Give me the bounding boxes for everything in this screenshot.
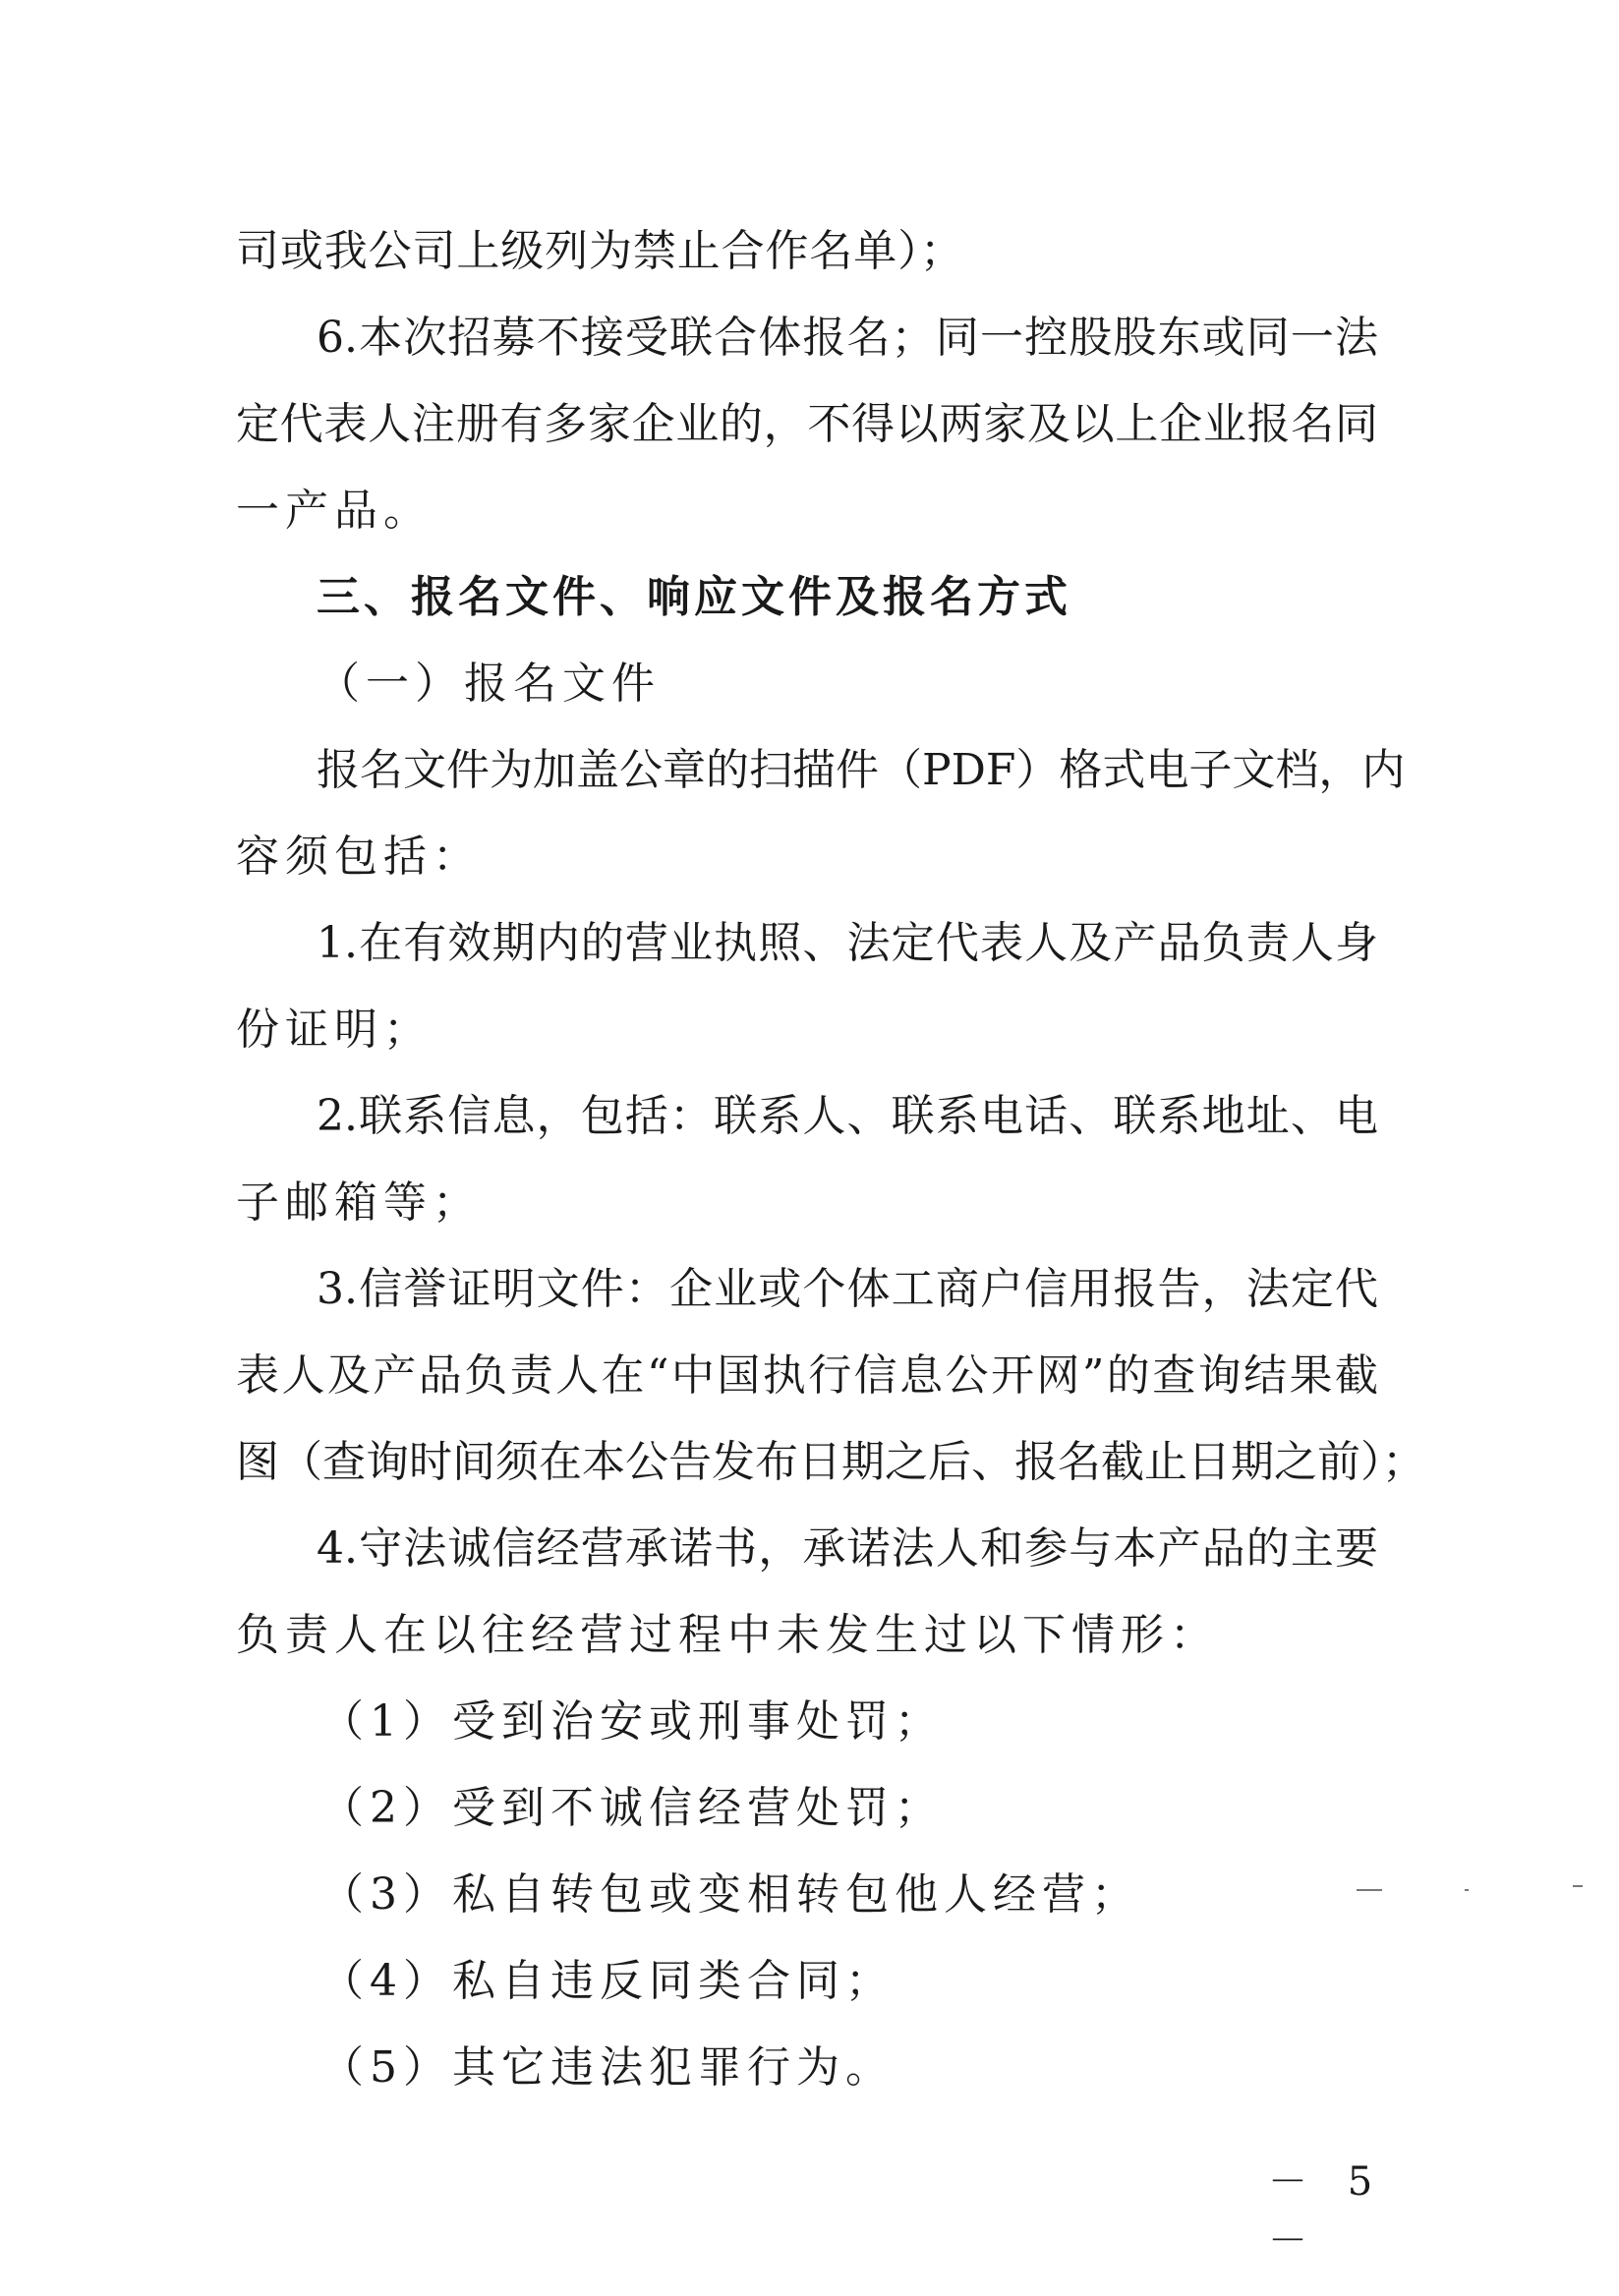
sub-list-item: （1）受到治安或刑事处罚； [320, 1696, 944, 1747]
list-item-continuation: 表人及产品负责人在“中国执行信息公开网”的查询结果截 [236, 1350, 1378, 1401]
paragraph-line: 一产品。 [236, 486, 433, 536]
list-item: 1.在有效期内的营业执照、法定代表人及产品负责人身 [317, 918, 1378, 968]
subsection-heading: （一）报名文件 [317, 659, 661, 709]
scan-artifact [1357, 1889, 1382, 1891]
list-item: 3.信誉证明文件：企业或个体工商户信用报告，法定代 [317, 1264, 1378, 1314]
paragraph-line: 报名文件为加盖公章的扫描件（PDF）格式电子文档，内 [317, 745, 1406, 795]
sub-list-item: （3）私自转包或变相转包他人经营； [320, 1869, 1140, 1920]
page-number: － 5 － [1268, 2159, 1387, 2264]
paragraph-line: 容须包括： [236, 832, 482, 882]
list-item-continuation: 子邮箱等； [236, 1177, 482, 1228]
list-item: 4.守法诚信经营承诺书，承诺法人和参与本产品的主要 [317, 1523, 1378, 1574]
paragraph-line: 定代表人注册有多家企业的，不得以两家及以上企业报名同 [236, 399, 1378, 449]
list-item-continuation: 图（查询时间须在本公告发布日期之后、报名截止日期之前）； [236, 1437, 1425, 1487]
list-item-continuation: 负责人在以往经营过程中未发生过以下情形： [236, 1610, 1219, 1660]
scan-artifact [1465, 1889, 1469, 1891]
list-item: 2.联系信息，包括：联系人、联系电话、联系地址、电 [317, 1091, 1378, 1141]
paragraph-line: 6.本次招募不接受联合体报名；同一控股股东或同一法 [317, 313, 1378, 363]
sub-list-item: （5）其它违法犯罪行为。 [320, 2042, 895, 2093]
sub-list-item: （4）私自违反同类合同； [320, 1956, 895, 2006]
sub-list-item: （2）受到不诚信经营处罚； [320, 1783, 944, 1833]
scan-artifact [1573, 1885, 1583, 1887]
list-item-continuation: 份证明； [236, 1004, 433, 1055]
paragraph-line: 司或我公司上级列为禁止合作名单）； [236, 226, 963, 276]
section-heading: 三、报名文件、响应文件及报名方式 [317, 572, 1071, 622]
